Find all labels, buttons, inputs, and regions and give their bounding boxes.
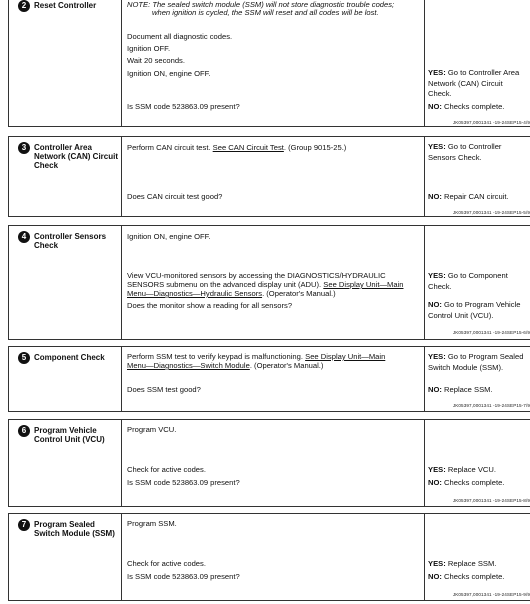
step-controller-sensors-check [8, 225, 530, 340]
question-line: Does SSM test good? [127, 385, 201, 394]
question-line: Is SSM code 523863.09 present? [127, 478, 240, 487]
no-label: NO: [428, 385, 442, 394]
step-action-cell [122, 347, 425, 411]
no-label: NO: [428, 192, 442, 201]
step-program-vcu [8, 419, 530, 507]
yes-result [428, 271, 528, 292]
yes-label: YES: [428, 271, 446, 280]
step-number-badge: 6 [18, 425, 30, 437]
step-title-cell [9, 420, 122, 506]
reference-code: JK05397,0001341 -19-24SEP15-9/9 [452, 592, 530, 597]
step-program-ssm [8, 513, 530, 601]
step-result-cell [425, 0, 530, 126]
no-text: Replace SSM. [444, 385, 493, 394]
step-component-check [8, 346, 530, 412]
yes-label: YES: [428, 68, 446, 77]
reference-code: JK05397,0001341 -19-24SEP15-4/9 [452, 120, 530, 125]
step-action-cell [122, 514, 425, 600]
no-label: NO: [428, 102, 442, 111]
action-text: Perform SSM test to verify keypad is malfunctioning. [127, 352, 303, 361]
step-title: Program Sealed Switch Module (SSM) [34, 520, 115, 538]
hydraulic-sensors-link[interactable]: Menu—Diagnostics—Hydraulic Sensors [127, 289, 263, 298]
question-line: Does the monitor show a reading for all sensors? [127, 301, 293, 310]
step-title-cell [9, 137, 122, 216]
step-action-cell [122, 137, 425, 216]
question-line: Is SSM code 523863.09 present? [127, 572, 240, 581]
step-title: Controller Sensors Check [34, 232, 107, 250]
yes-label: YES: [428, 559, 446, 568]
action-line: Wait 20 seconds. [127, 56, 185, 65]
step-result-cell [425, 226, 530, 339]
question-line: Is SSM code 523863.09 present? [127, 102, 240, 111]
yes-text: Replace SSM. [447, 559, 497, 568]
step-result-cell [425, 420, 530, 506]
no-result [428, 572, 528, 583]
yes-result [428, 68, 528, 100]
action-text: . (Operator's Manual.) [249, 361, 324, 370]
yes-label: YES: [428, 142, 446, 151]
yes-result [428, 142, 528, 163]
no-label: NO: [428, 478, 442, 487]
no-text: Go to Program Vehicle Control Unit (VCU). [428, 300, 521, 320]
step-title-cell [9, 514, 122, 600]
no-result [428, 478, 528, 489]
note-line: when ignition is cycled, the SSM will reset and all codes will be lost. [152, 8, 379, 17]
switch-module-link[interactable]: Menu—Diagnostics—Switch Module [127, 361, 250, 370]
yes-text: Go to Component Check. [428, 271, 508, 291]
no-text: Checks complete. [444, 572, 505, 581]
yes-result [428, 559, 528, 570]
action-line: View VCU-monitored sensors by accessing the DIAGNOSTICS/HYDRAULIC [127, 271, 386, 280]
step-number-badge: 4 [18, 231, 30, 243]
action-line: Ignition ON, engine OFF. [127, 232, 211, 241]
step-action-cell [122, 0, 425, 126]
no-text: Repair CAN circuit. [444, 192, 509, 201]
no-label: NO: [428, 300, 442, 309]
step-number-badge: 2 [18, 0, 30, 12]
action-line [127, 143, 420, 153]
action-line: Ignition ON, engine OFF. [127, 69, 211, 78]
step-result-cell [425, 137, 530, 216]
yes-text: Go to Controller Area Network (CAN) Circuit Check. [428, 68, 520, 98]
yes-result [428, 352, 528, 373]
no-result [428, 192, 528, 203]
can-circuit-test-link[interactable]: See CAN Circuit Test [212, 143, 284, 152]
step-title: Component Check [34, 353, 105, 362]
step-title: Program Vehicle Control Unit (VCU) [34, 426, 105, 444]
step-title-cell [9, 226, 122, 339]
action-line: Document all diagnostic codes. [127, 32, 233, 41]
step-title-cell [9, 0, 122, 126]
no-text: Checks complete. [444, 478, 505, 487]
step-title-cell [9, 347, 122, 411]
yes-label: YES: [428, 352, 446, 361]
yes-text: Go to Program Sealed Switch Module (SSM). [428, 352, 524, 372]
yes-label: YES: [428, 465, 446, 474]
step-number-badge: 3 [18, 142, 30, 154]
display-unit-link[interactable]: See Display Unit—Main [323, 280, 404, 289]
action-text: SENSORS submenu on the advanced display unit (ADU). [127, 280, 322, 289]
reference-code: JK05397,0001341 -19-24SEP15-5/9 [452, 210, 530, 215]
reference-code: JK05397,0001341 -19-24SEP15-6/9 [452, 330, 530, 335]
no-result [428, 102, 528, 113]
action-line: Program SSM. [127, 519, 177, 528]
step-action-cell [122, 226, 425, 339]
action-line: Ignition OFF. [127, 44, 171, 53]
step-can-circuit-check [8, 136, 530, 217]
action-text: . (Operator's Manual.) [262, 289, 336, 298]
step-action-cell [122, 420, 425, 506]
yes-text: Go to Controller Sensors Check. [428, 142, 502, 162]
display-unit-link[interactable]: See Display Unit—Main [305, 352, 386, 361]
step-number-badge: 5 [18, 352, 30, 364]
no-text: Checks complete. [444, 102, 505, 111]
action-line: Program VCU. [127, 425, 177, 434]
step-title: Controller Area Network (CAN) Circuit Check [34, 143, 119, 170]
yes-result [428, 465, 528, 476]
yes-text: Replace VCU. [447, 465, 496, 474]
step-number-badge: 7 [18, 519, 30, 531]
no-result [428, 385, 528, 396]
reference-code: JK05397,0001341 -19-24SEP15-7/9 [452, 403, 530, 408]
action-line: Check for active codes. [127, 559, 206, 568]
action-line [127, 361, 420, 371]
step-title: Reset Controller [34, 1, 97, 10]
action-line: Check for active codes. [127, 465, 206, 474]
step-result-cell [425, 514, 530, 600]
step-reset-controller [8, 0, 530, 127]
note-line: NOTE: The sealed switch module (SSM) will not store diagnostic trouble codes; [127, 0, 395, 9]
action-text: . (Group 9015-25.) [283, 143, 347, 152]
step-result-cell [425, 347, 530, 411]
question-line: Does CAN circuit test good? [127, 192, 223, 201]
action-text: Perform CAN circuit test. [127, 143, 211, 152]
reference-code: JK05397,0001341 -19-24SEP15-8/9 [452, 498, 530, 503]
action-line [127, 289, 420, 299]
no-result [428, 300, 528, 321]
no-label: NO: [428, 572, 442, 581]
